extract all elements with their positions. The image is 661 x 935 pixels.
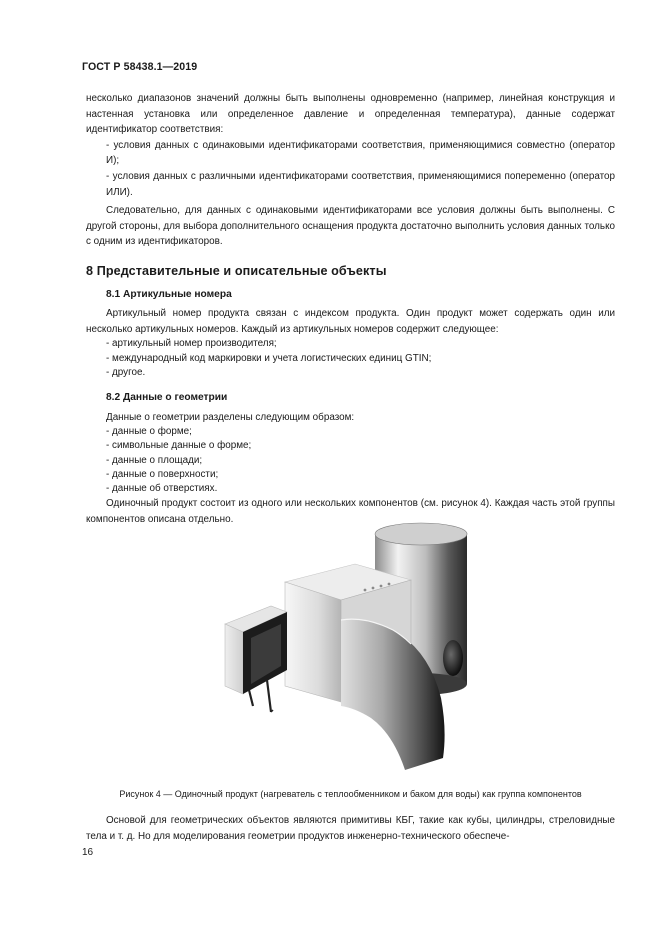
list-item: - другое. <box>106 366 146 378</box>
paragraph: несколько диапазонов значений должны быть выполнены одновременно (например, линейная конструкция и настенная установка или определенное давление и определенная температура), данные содержат идентификатор соответствия: <box>86 93 615 136</box>
paragraph: Следовательно, для данных с одинаковыми идентификаторами все условия должны быть выполнены. С другой стороны, для выбора дополнительного оснащения продукта достаточно выполнить условия данных только с одним из идентификаторов. <box>86 205 615 248</box>
list-item: - символьные данные о форме; <box>106 440 252 452</box>
list-item: - артикульный номер производителя; <box>106 338 277 350</box>
list-item: - данные о поверхности; <box>106 468 219 480</box>
list-item: - данные о форме; <box>106 426 192 438</box>
list-item: - международный код маркировки и учета логистических единиц GTIN; <box>106 352 432 364</box>
paragraph: Одиночный продукт состоит из одного или нескольких компонентов (см. рисунок 4). Каждая часть этой группы компонентов описана отдельно. <box>86 498 615 525</box>
list-item: - данные о площади; <box>106 454 203 466</box>
section-title: 8 Представительные и описательные объекты <box>86 263 387 278</box>
paragraph: Артикульный номер продукта связан с индексом продукта. Один продукт может содержать один или несколько артикульных номеров. Каждый из артикульных номеров содержит следующее: <box>86 308 615 335</box>
document-body <box>86 91 615 527</box>
subsection-title: 8.2 Данные о геометрии <box>106 391 228 403</box>
list-item: - условия данных с одинаковыми идентификаторами соответствия, применяющимися совместно (оператор И); <box>106 139 615 167</box>
document-header: ГОСТ Р 58438.1—2019 <box>82 61 198 73</box>
paragraph: Данные о геометрии разделены следующим образом: <box>106 411 355 423</box>
figure-caption: Рисунок 4 — Одиночный продукт (нагреватель с теплообменником и баком для воды) как группа компонентов <box>119 789 582 799</box>
bullet-list <box>86 337 615 380</box>
list-item: - данные об отверстиях. <box>106 482 218 494</box>
paragraph-text: Основой для геометрических объектов являются примитивы КБГ, такие как кубы, цилиндры, стреловидные тела и т. д. Но для моделирования геометрии продуктов инженерно-технического обеспече- <box>86 815 615 842</box>
page-number: 16 <box>82 847 94 858</box>
paragraph <box>86 813 615 844</box>
bullet-list <box>86 425 615 496</box>
figure-heater-illustration <box>215 520 471 770</box>
subsection-title: 8.1 Артикульные номера <box>106 288 232 300</box>
list-item: - условия данных с различными идентификаторами соответствия, применяющимися попеременно (оператор ИЛИ). <box>106 170 615 198</box>
